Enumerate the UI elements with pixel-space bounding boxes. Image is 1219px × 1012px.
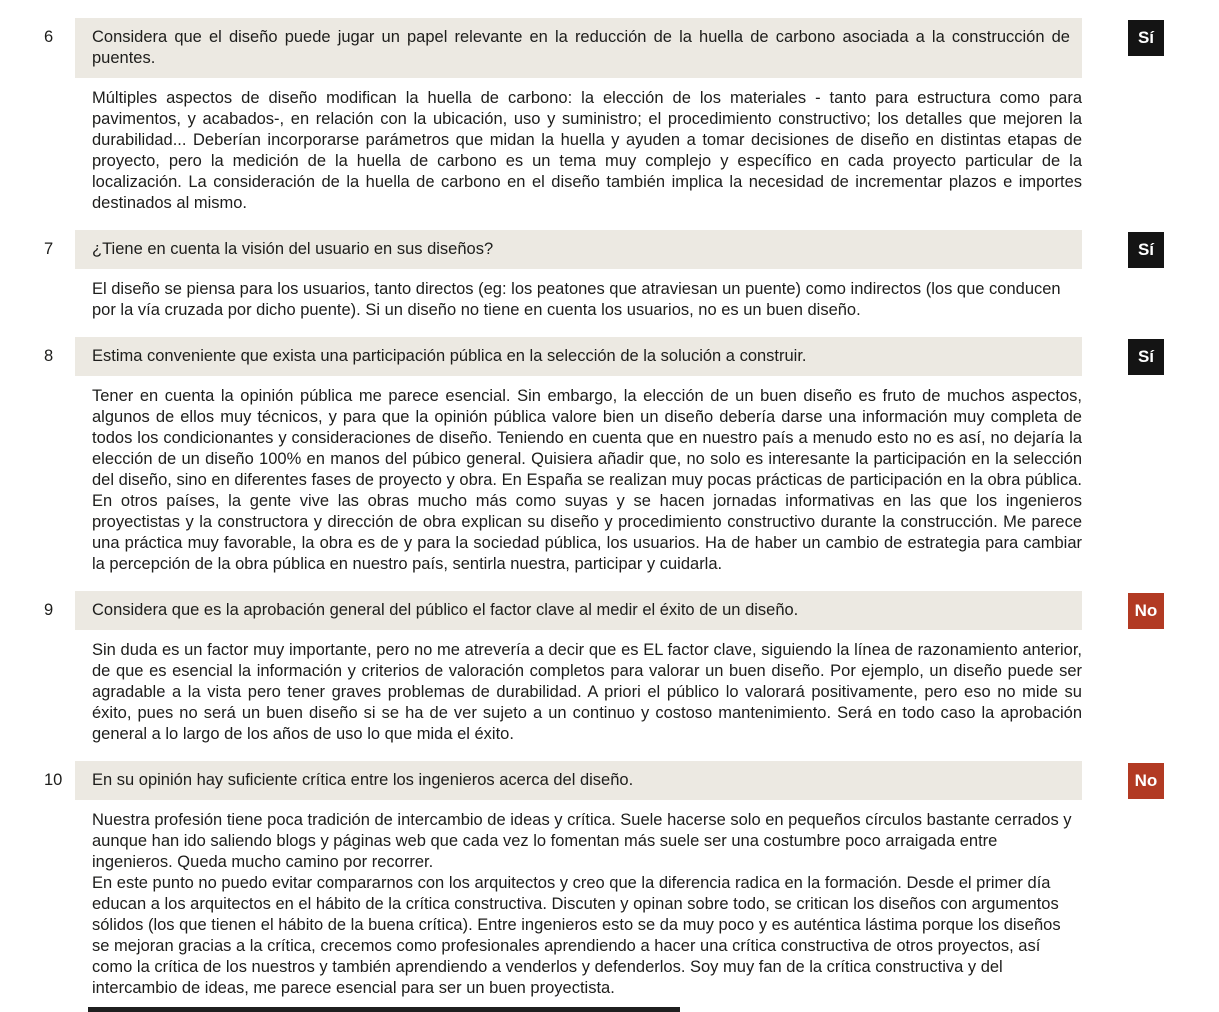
question-row xyxy=(0,230,1219,269)
answer-paragraph: En este punto no puedo evitar compararnos con los arquitectos y creo que la diferencia radica en la formación. Desde el primer día educan a los arquitectos en el hábito de la crítica constructiva. Discuten y opinan sobre todo, se critican los diseños con argumentos sólidos (los que tienen el hábito de la buena crítica). Entre ingenieros esto se da muy poco y es auténtica lástima porque los diseños se mejoran gracias a la crítica, crecemos como profesionales aprendiendo a hacer una crítica constructiva de otros proyectos, así como la crítica de los nuestros y también aprendiendo a venderlos y defenderlos. Soy muy fan de la crítica constructiva y del intercambio de ideas, me parece esencial para ser un buen proyectista. xyxy=(92,874,1061,997)
question-text: ¿Tiene en cuenta la visión del usuario en sus diseños? xyxy=(75,230,1082,269)
answer-paragraph: Tener en cuenta la opinión pública me parece esencial. Sin embargo, la elección de un buen diseño es fruto de muchos aspectos, algunos de ellos muy técnicos, y para que la opinión pública valore bien un diseño debería darse una información muy completa de todos los condicionantes y consideraciones de diseño. Teniendo en cuenta que en nuestro país a menudo esto no es así, no dejaría la elección de un diseño 100% en manos del púbico general. Quisiera añadir que, no solo es interesante la participación en la selección del diseño, sino en diferentes fases de proyecto y obra. En España se realizan muy pocas prácticas de participación en la obra pública. En otros países, la gente vive las obras mucho más como suyas y se hacen jornadas informativas en las que los ingenieros proyectistas y la constructora y dirección de obra explican su diseño y procedimiento constructivo durante la construcción. Me parece una práctica muy favorable, la obra es de y para la sociedad pública, los usuarios. Ha de haber un cambio de estrategia para cambiar la percepción de la obra pública en nuestro país, sentirla nuestra, participar y cuidarla. xyxy=(92,387,1082,573)
answer-row xyxy=(0,630,1219,745)
question-number: 6 xyxy=(44,28,54,46)
question-number: 8 xyxy=(44,347,54,365)
answer-paragraph: Sin duda es un factor muy importante, pero no me atrevería a decir que es EL factor clave, siguiendo la línea de razonamiento anterior, de que es esencial la información y criterios de valoración completos para valorar un buen diseño. Por ejemplo, un diseño puede ser agradable a la vista pero tener graves problemas de durabilidad. A priori el público lo valorará positivamente, pero eso no mide su éxito, pues no será un buen diseño si se ha de ver sujeto a un continuo y costoso mantenimiento. Será en todo caso la aprobación general a lo largo de los años de uso lo que mida el éxito. xyxy=(92,641,1082,743)
qa-item-8 xyxy=(0,337,1219,575)
answer-text xyxy=(75,386,1082,575)
question-text: Estima conveniente que exista una participación pública en la selección de la solución a construir. xyxy=(75,337,1082,376)
question-number: 9 xyxy=(44,601,54,619)
question-text: En su opinión hay suficiente crítica entre los ingenieros acerca del diseño. xyxy=(75,761,1082,800)
answer-row xyxy=(0,78,1219,214)
question-row xyxy=(0,337,1219,376)
answer-text xyxy=(75,640,1082,745)
qa-item-7 xyxy=(0,230,1219,321)
answer-row xyxy=(0,376,1219,575)
answer-badge: No xyxy=(1128,593,1164,629)
question-number: 7 xyxy=(44,240,54,258)
qa-item-10 xyxy=(0,761,1219,999)
question-text: Considera que el diseño puede jugar un papel relevante en la reducción de la huella de carbono asociada a la construcción de puentes. xyxy=(75,18,1082,78)
qa-item-6 xyxy=(0,18,1219,214)
answer-paragraph: El diseño se piensa para los usuarios, tanto directos (eg: los peatones que atraviesan un puente) como indirectos (los que conducen por la vía cruzada por dicho puente). Si un diseño no tiene en cuenta los usuarios, no es un buen diseño. xyxy=(92,280,1061,319)
qa-item-9 xyxy=(0,591,1219,745)
answer-text xyxy=(75,810,1082,999)
answer-text xyxy=(75,88,1082,214)
answer-row xyxy=(0,800,1219,999)
question-row xyxy=(0,591,1219,630)
answer-text xyxy=(75,279,1082,321)
answer-row xyxy=(0,269,1219,321)
question-row xyxy=(0,18,1219,78)
answer-badge: Sí xyxy=(1128,232,1164,268)
cutoff-bottom-bar xyxy=(88,1007,680,1012)
question-number: 10 xyxy=(44,771,63,789)
answer-paragraph: Múltiples aspectos de diseño modifican la huella de carbono: la elección de los materiales - tanto para estructura como para pavimentos, y acabados-, en relación con la ubicación, uso y suministro; el procedimiento constructivo; los detalles que mejoren la durabilidad... Deberían incorporarse parámetros que midan la huella y ayuden a tomar decisiones de diseño en distintas etapas de proyecto, pero la medición de la huella de carbono es un tema muy complejo y específico en cada proyecto particular de la localización. La consideración de la huella de carbono en el diseño también implica la necesidad de incrementar plazos e importes destinados al mismo. xyxy=(92,89,1082,212)
question-row xyxy=(0,761,1219,800)
question-text: Considera que es la aprobación general del público el factor clave al medir el éxito de un diseño. xyxy=(75,591,1082,630)
answer-paragraph: Nuestra profesión tiene poca tradición de intercambio de ideas y crítica. Suele hacerse solo en pequeños círculos bastante cerrados y aunque han ido saliendo blogs y páginas web que cada vez lo fomentan más suele ser una costumbre poco arraigada entre ingenieros. Queda mucho camino por recorrer. xyxy=(92,811,1072,871)
answer-badge: No xyxy=(1128,763,1164,799)
answer-badge: Sí xyxy=(1128,339,1164,375)
answer-badge: Sí xyxy=(1128,20,1164,56)
